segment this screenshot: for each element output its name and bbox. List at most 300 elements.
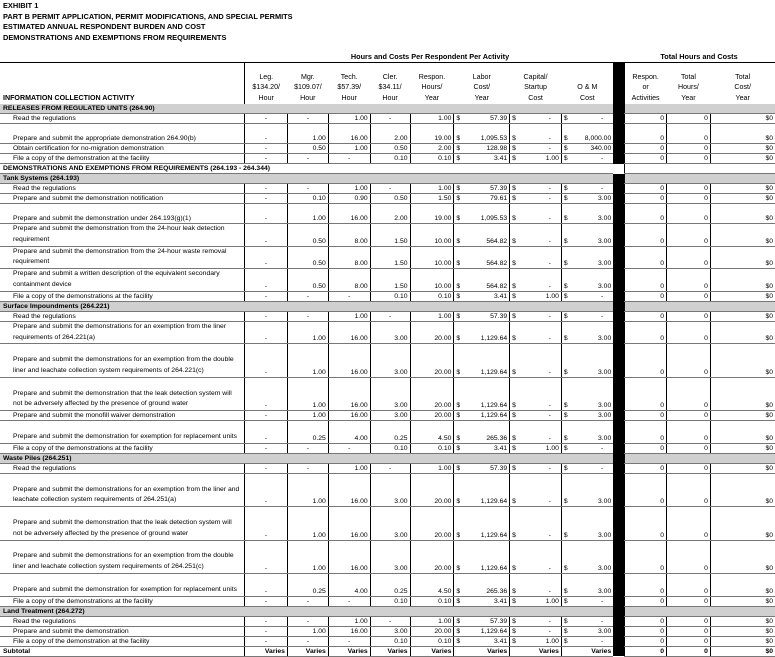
cell-total-hours: 0 xyxy=(667,224,711,247)
cell-cler: - xyxy=(370,114,410,124)
cell-respondents: 0 xyxy=(625,154,667,164)
cell-respon-hours: 19.00 xyxy=(410,124,454,144)
cell-om: $ 3.00 xyxy=(561,377,613,410)
col-total-cost: Total Cost/ Year xyxy=(710,63,775,105)
cell-tech: 0.90 xyxy=(328,194,370,204)
cell-total-cost: $0 xyxy=(710,421,775,444)
cell-leg: - xyxy=(245,443,288,453)
divider-bar xyxy=(613,154,624,164)
cell-capital: $ - xyxy=(510,540,562,573)
cell-capital: $ - xyxy=(510,246,562,269)
cell-cler: 3.00 xyxy=(370,507,410,540)
cell-labor: $ 3.41 xyxy=(454,154,510,164)
cell-tech: - xyxy=(328,636,370,646)
cell-labor: $ 564.82 xyxy=(454,269,510,292)
cell-capital: $ 1.00 xyxy=(510,596,562,606)
cell-om: $ 3.00 xyxy=(561,626,613,636)
col-mgr: Mgr. $109.07/ Hour xyxy=(287,63,328,105)
cell-total-hours: 0 xyxy=(667,291,711,301)
cell-total-cost: $0 xyxy=(710,646,775,656)
cell-total-hours: 0 xyxy=(667,421,711,444)
cell-total-hours: 0 xyxy=(667,114,711,124)
cell-om: $ - xyxy=(561,616,613,626)
section-label: Land Treatment (264.272) xyxy=(0,606,613,616)
activity-label: Read the regulations xyxy=(0,463,245,473)
cell-total-cost: $0 xyxy=(710,616,775,626)
cell-mgr: 1.00 xyxy=(287,124,328,144)
table-row xyxy=(0,144,775,154)
cell-leg: - xyxy=(245,224,288,247)
divider-bar xyxy=(613,321,624,344)
divider-bar xyxy=(613,184,624,194)
cell-tech: 16.00 xyxy=(328,321,370,344)
cell-respon-hours: 1.00 xyxy=(410,463,454,473)
table-row xyxy=(0,507,775,540)
cell-respon-hours: 0.10 xyxy=(410,291,454,301)
cell-leg: - xyxy=(245,616,288,626)
cell-total-cost: $0 xyxy=(710,184,775,194)
section-header xyxy=(0,606,775,616)
cell-capital: $ 1.00 xyxy=(510,636,562,646)
cell-om: $ 3.00 xyxy=(561,507,613,540)
cell-tech: 8.00 xyxy=(328,246,370,269)
subtotal-row xyxy=(0,646,775,656)
cell-total-hours: 0 xyxy=(667,626,711,636)
divider-bar xyxy=(613,104,624,114)
cell-om: $ 3.00 xyxy=(561,269,613,292)
cell-capital: Varies xyxy=(510,646,562,656)
cell-leg: - xyxy=(245,540,288,573)
activity-label: File a copy of the demonstration at the facility xyxy=(0,636,245,646)
cell-respondents: 0 xyxy=(625,421,667,444)
col-respon-hours: Respon. Hours/ Year xyxy=(410,63,454,105)
cell-mgr: - xyxy=(287,443,328,453)
activity-label: Prepare and submit the monofill waiver demonstration xyxy=(0,411,245,421)
col-om: O & M Cost xyxy=(561,63,613,105)
cell-capital: $ - xyxy=(510,463,562,473)
activity-label: Prepare and submit the demonstration that the leak detection system will not be adversely affected by the presence of ground water xyxy=(0,377,245,410)
cell-respondents: 0 xyxy=(625,463,667,473)
cell-cler: 3.00 xyxy=(370,321,410,344)
cell-capital: $ - xyxy=(510,204,562,224)
cell-om: $ 3.00 xyxy=(561,344,613,377)
col-capital: Capital/ Startup Cost xyxy=(510,63,562,105)
table-row xyxy=(0,154,775,164)
cell-labor: $ 1,129.64 xyxy=(454,377,510,410)
cell-respon-hours: 20.00 xyxy=(410,473,454,506)
cell-cler: 3.00 xyxy=(370,473,410,506)
cell-cler: 3.00 xyxy=(370,344,410,377)
table-row xyxy=(0,377,775,410)
divider-bar xyxy=(613,311,624,321)
cell-respondents: 0 xyxy=(625,411,667,421)
divider-bar xyxy=(613,596,624,606)
cell-leg: - xyxy=(245,573,288,596)
cell-total-cost: $0 xyxy=(710,377,775,410)
cell-om: $ 3.00 xyxy=(561,246,613,269)
cell-labor: $ 1,129.64 xyxy=(454,540,510,573)
cell-mgr: - xyxy=(287,596,328,606)
activity-label: Prepare and submit the demonstration notification xyxy=(0,194,245,204)
cell-tech: 1.00 xyxy=(328,463,370,473)
cell-respondents: 0 xyxy=(625,246,667,269)
activity-label: Read the regulations xyxy=(0,616,245,626)
cell-labor: $ 3.41 xyxy=(454,291,510,301)
cell-total-cost: $0 xyxy=(710,443,775,453)
cell-cler: - xyxy=(370,184,410,194)
cell-leg: - xyxy=(245,291,288,301)
cell-om: $ - xyxy=(561,596,613,606)
cell-cler: 1.50 xyxy=(370,269,410,292)
cell-respon-hours: 4.50 xyxy=(410,573,454,596)
cell-labor: $ 1,129.64 xyxy=(454,344,510,377)
divider-bar xyxy=(613,63,624,105)
divider-bar xyxy=(613,616,624,626)
cell-mgr: - xyxy=(287,184,328,194)
cell-respon-hours: 1.00 xyxy=(410,114,454,124)
cell-respondents: 0 xyxy=(625,124,667,144)
cell-capital: $ - xyxy=(510,344,562,377)
cell-om: $ - xyxy=(561,443,613,453)
cell-respon-hours: 2.00 xyxy=(410,144,454,154)
cell-mgr: 0.25 xyxy=(287,421,328,444)
table-row xyxy=(0,194,775,204)
cell-mgr: 0.50 xyxy=(287,269,328,292)
activity-label: Prepare and submit the demonstration for exemption for replacement units xyxy=(0,421,245,444)
cell-mgr: - xyxy=(287,311,328,321)
cell-total-cost: $0 xyxy=(710,626,775,636)
activity-label: Prepare and submit the demonstration from the 24-hour waste removal requirement xyxy=(0,246,245,269)
cell-total-hours: 0 xyxy=(667,507,711,540)
cell-capital: $ - xyxy=(510,321,562,344)
cell-cler: 2.00 xyxy=(370,124,410,144)
cell-leg: - xyxy=(245,269,288,292)
cell-cler: 0.10 xyxy=(370,636,410,646)
cell-labor: $ 57.39 xyxy=(454,311,510,321)
cell-respon-hours: Varies xyxy=(410,646,454,656)
cell-om: $ - xyxy=(561,114,613,124)
cell-mgr: 1.00 xyxy=(287,473,328,506)
divider-bar xyxy=(613,124,624,144)
cell-labor: $ 57.39 xyxy=(454,184,510,194)
cell-tech: 1.00 xyxy=(328,311,370,321)
cell-cler: 0.10 xyxy=(370,443,410,453)
cell-respondents: 0 xyxy=(625,596,667,606)
cell-mgr: 1.00 xyxy=(287,540,328,573)
cell-total-cost: $0 xyxy=(710,224,775,247)
cell-mgr: 0.50 xyxy=(287,144,328,154)
cell-total-cost: $0 xyxy=(710,540,775,573)
cell-cler: 3.00 xyxy=(370,540,410,573)
group-per-respondent: Hours and Costs Per Respondent Per Activity xyxy=(350,52,510,61)
activity-label: Prepare and submit the demonstration that the leak detection system will not be adversely affected by the presence of ground water xyxy=(0,507,245,540)
cell-total-hours: 0 xyxy=(667,144,711,154)
cell-mgr: 1.00 xyxy=(287,626,328,636)
cell-total-cost: $0 xyxy=(710,636,775,646)
section-header xyxy=(0,104,775,114)
section-label: DEMONSTRATIONS AND EXEMPTIONS FROM REQUIREMENTS (264.193 - 264.344) xyxy=(0,164,613,174)
cell-total-hours: 0 xyxy=(667,246,711,269)
cell-mgr: - xyxy=(287,114,328,124)
cell-respondents: 0 xyxy=(625,224,667,247)
cell-leg: - xyxy=(245,144,288,154)
divider-bar xyxy=(613,114,624,124)
activity-label: File a copy of the demonstrations at the facility xyxy=(0,443,245,453)
cell-respondents: 0 xyxy=(625,636,667,646)
cell-capital: $ - xyxy=(510,377,562,410)
cell-total-cost: $0 xyxy=(710,344,775,377)
cell-capital: $ - xyxy=(510,144,562,154)
cell-respondents: 0 xyxy=(625,204,667,224)
cell-tech: 16.00 xyxy=(328,344,370,377)
cell-om: $ 340.00 xyxy=(561,144,613,154)
cell-respon-hours: 0.10 xyxy=(410,596,454,606)
divider-bar xyxy=(613,540,624,573)
cell-total-cost: $0 xyxy=(710,291,775,301)
cell-total-hours: 0 xyxy=(667,596,711,606)
cell-leg: - xyxy=(245,204,288,224)
cell-tech: 16.00 xyxy=(328,473,370,506)
table-row xyxy=(0,616,775,626)
activity-label: Prepare and submit the demonstrations for an exemption from the liner requirements of 264.221(a) xyxy=(0,321,245,344)
cell-tech: 16.00 xyxy=(328,540,370,573)
cell-labor: $ 1,129.64 xyxy=(454,507,510,540)
divider-bar xyxy=(613,164,624,174)
cell-respon-hours: 19.00 xyxy=(410,204,454,224)
cell-mgr: - xyxy=(287,463,328,473)
cell-total-hours: 0 xyxy=(667,124,711,144)
cell-leg: - xyxy=(245,184,288,194)
activity-label: Prepare and submit the appropriate demonstration 264.90(b) xyxy=(0,124,245,144)
cell-total-hours: 0 xyxy=(667,311,711,321)
cell-mgr: 0.10 xyxy=(287,194,328,204)
activity-label: Prepare and submit the demonstration xyxy=(0,626,245,636)
divider-bar xyxy=(613,204,624,224)
cell-mgr: Varies xyxy=(287,646,328,656)
cell-mgr: - xyxy=(287,154,328,164)
cell-respondents: 0 xyxy=(625,194,667,204)
activity-label: Prepare and submit a written description of the equivalent secondary containment device xyxy=(0,269,245,292)
cell-capital: $ - xyxy=(510,507,562,540)
cell-labor: Varies xyxy=(454,646,510,656)
cell-respondents: 0 xyxy=(625,646,667,656)
cell-cler: 3.00 xyxy=(370,626,410,636)
cell-tech: 16.00 xyxy=(328,507,370,540)
cell-om: $ 3.00 xyxy=(561,540,613,573)
table-row xyxy=(0,184,775,194)
table-row xyxy=(0,596,775,606)
table-row xyxy=(0,311,775,321)
cell-cler: Varies xyxy=(370,646,410,656)
cell-respon-hours: 20.00 xyxy=(410,321,454,344)
cell-total-hours: 0 xyxy=(667,204,711,224)
cell-om: $ 3.00 xyxy=(561,411,613,421)
cell-om: $ 3.00 xyxy=(561,573,613,596)
cell-cler: 3.00 xyxy=(370,377,410,410)
cell-total-hours: 0 xyxy=(667,269,711,292)
cell-tech: - xyxy=(328,154,370,164)
cell-total-hours: 0 xyxy=(667,321,711,344)
cell-om: $ - xyxy=(561,463,613,473)
cell-capital: $ - xyxy=(510,311,562,321)
divider-bar xyxy=(613,507,624,540)
cell-respon-hours: 0.10 xyxy=(410,154,454,164)
cell-capital: $ - xyxy=(510,626,562,636)
section-header xyxy=(0,174,775,184)
cell-leg: - xyxy=(245,321,288,344)
cell-om: $ 8,000.00 xyxy=(561,124,613,144)
cell-capital: $ - xyxy=(510,421,562,444)
cell-leg: - xyxy=(245,154,288,164)
cell-cler: 0.10 xyxy=(370,596,410,606)
cell-capital: $ - xyxy=(510,269,562,292)
document-header xyxy=(3,1,293,43)
cell-total-hours: 0 xyxy=(667,573,711,596)
cell-leg: - xyxy=(245,114,288,124)
cell-capital: $ 1.00 xyxy=(510,443,562,453)
col-activity: INFORMATION COLLECTION ACTIVITY xyxy=(0,63,245,105)
cell-cler: 1.50 xyxy=(370,246,410,269)
table-row xyxy=(0,344,775,377)
table-header xyxy=(0,63,775,105)
cell-total-hours: 0 xyxy=(667,616,711,626)
cell-leg: - xyxy=(245,596,288,606)
exhibit-section: DEMONSTRATIONS AND EXEMPTIONS FROM REQUIREMENTS xyxy=(3,32,227,42)
divider-bar xyxy=(613,377,624,410)
cell-capital: $ - xyxy=(510,411,562,421)
divider-bar xyxy=(613,246,624,269)
cell-respon-hours: 1.00 xyxy=(410,184,454,194)
section-label: Tank Systems (264.193) xyxy=(0,174,613,184)
cell-tech: - xyxy=(328,291,370,301)
activity-label: Obtain certification for no-migration demonstration xyxy=(0,144,245,154)
cell-respon-hours: 20.00 xyxy=(410,344,454,377)
cell-respondents: 0 xyxy=(625,114,667,124)
table-row xyxy=(0,269,775,292)
cell-om: $ 3.00 xyxy=(561,204,613,224)
activity-label: Prepare and submit the demonstrations for an exemption from the double liner and leachate collection system requirements of 264.221(c) xyxy=(0,344,245,377)
divider-bar xyxy=(613,224,624,247)
cell-respondents: 0 xyxy=(625,311,667,321)
cell-om: $ - xyxy=(561,154,613,164)
cell-total-cost: $0 xyxy=(710,269,775,292)
divider-bar xyxy=(613,174,624,184)
cell-tech: 4.00 xyxy=(328,421,370,444)
table-row xyxy=(0,473,775,506)
cell-total-cost: $0 xyxy=(710,311,775,321)
cell-mgr: - xyxy=(287,616,328,626)
cell-total-cost: $0 xyxy=(710,124,775,144)
cell-tech: Varies xyxy=(328,646,370,656)
cell-leg: - xyxy=(245,421,288,444)
exhibit-subtitle: ESTIMATED ANNUAL RESPONDENT BURDEN AND COST xyxy=(3,22,206,31)
divider-bar xyxy=(613,421,624,444)
divider-bar xyxy=(613,453,624,463)
cell-labor: $ 1,129.64 xyxy=(454,411,510,421)
cell-respon-hours: 20.00 xyxy=(410,626,454,636)
table-row xyxy=(0,204,775,224)
divider-bar xyxy=(613,606,624,616)
table-row xyxy=(0,224,775,247)
cell-labor: $ 57.39 xyxy=(454,463,510,473)
cell-capital: $ - xyxy=(510,616,562,626)
cell-respon-hours: 20.00 xyxy=(410,411,454,421)
cell-respondents: 0 xyxy=(625,443,667,453)
table-row xyxy=(0,421,775,444)
cell-labor: $ 3.41 xyxy=(454,443,510,453)
cell-total-cost: $0 xyxy=(710,507,775,540)
cell-total-hours: 0 xyxy=(667,411,711,421)
cell-cler: 0.25 xyxy=(370,421,410,444)
cell-respondents: 0 xyxy=(625,377,667,410)
section-header xyxy=(0,301,775,311)
cell-cler: - xyxy=(370,463,410,473)
cell-cler: 0.10 xyxy=(370,291,410,301)
divider-bar xyxy=(613,443,624,453)
cell-leg: - xyxy=(245,344,288,377)
cell-respondents: 0 xyxy=(625,344,667,377)
cell-capital: $ - xyxy=(510,573,562,596)
cell-labor: $ 79.61 xyxy=(454,194,510,204)
cell-cler: 0.25 xyxy=(370,573,410,596)
cell-labor: $ 57.39 xyxy=(454,616,510,626)
cell-respon-hours: 20.00 xyxy=(410,540,454,573)
divider-bar xyxy=(613,344,624,377)
cell-total-hours: 0 xyxy=(667,194,711,204)
cell-cler: 0.50 xyxy=(370,194,410,204)
activity-label: Prepare and submit the demonstrations for an exemption from the double liner and leachate collection system requirements of 264.251(c) xyxy=(0,540,245,573)
cell-labor: $ 1,095.53 xyxy=(454,204,510,224)
col-tech: Tech. $57.39/ Hour xyxy=(328,63,370,105)
divider-bar xyxy=(613,269,624,292)
cell-leg: - xyxy=(245,194,288,204)
cell-mgr: 0.50 xyxy=(287,224,328,247)
cell-leg: Varies xyxy=(245,646,288,656)
divider-bar xyxy=(613,463,624,473)
cell-cler: 1.50 xyxy=(370,224,410,247)
cell-leg: - xyxy=(245,473,288,506)
table-row xyxy=(0,246,775,269)
divider-bar xyxy=(613,194,624,204)
cell-respondents: 0 xyxy=(625,184,667,194)
activity-label: File a copy of the demonstrations at the facility xyxy=(0,596,245,606)
cell-total-hours: 0 xyxy=(667,463,711,473)
cell-labor: $ 1,095.53 xyxy=(454,124,510,144)
cell-om: $ 3.00 xyxy=(561,321,613,344)
section-label: Surface Impoundments (264.221) xyxy=(0,301,613,311)
cell-om: $ - xyxy=(561,636,613,646)
group-totals: Total Hours and Costs xyxy=(660,52,738,61)
group-header xyxy=(0,164,775,174)
cell-tech: - xyxy=(328,596,370,606)
cell-capital: $ - xyxy=(510,114,562,124)
cell-labor: $ 1,129.64 xyxy=(454,473,510,506)
cell-cler: - xyxy=(370,311,410,321)
cell-om: $ - xyxy=(561,291,613,301)
burden-table xyxy=(0,62,775,657)
activity-label: Prepare and submit the demonstration under 264.193(g)(1) xyxy=(0,204,245,224)
cell-om: Varies xyxy=(561,646,613,656)
activity-label: Prepare and submit the demonstration from the 24-hour leak detection requirement xyxy=(0,224,245,247)
table-row xyxy=(0,291,775,301)
cell-om: $ - xyxy=(561,311,613,321)
cell-leg: - xyxy=(245,377,288,410)
cell-respondents: 0 xyxy=(625,321,667,344)
col-leg: Leg. $134.20/ Hour xyxy=(245,63,288,105)
exhibit-title: PART B PERMIT APPLICATION, PERMIT MODIFICATIONS, AND SPECIAL PERMITS xyxy=(3,11,293,21)
section-label: RELEASES FROM REGULATED UNITS (264.90) xyxy=(0,104,613,114)
cell-tech: 16.00 xyxy=(328,204,370,224)
